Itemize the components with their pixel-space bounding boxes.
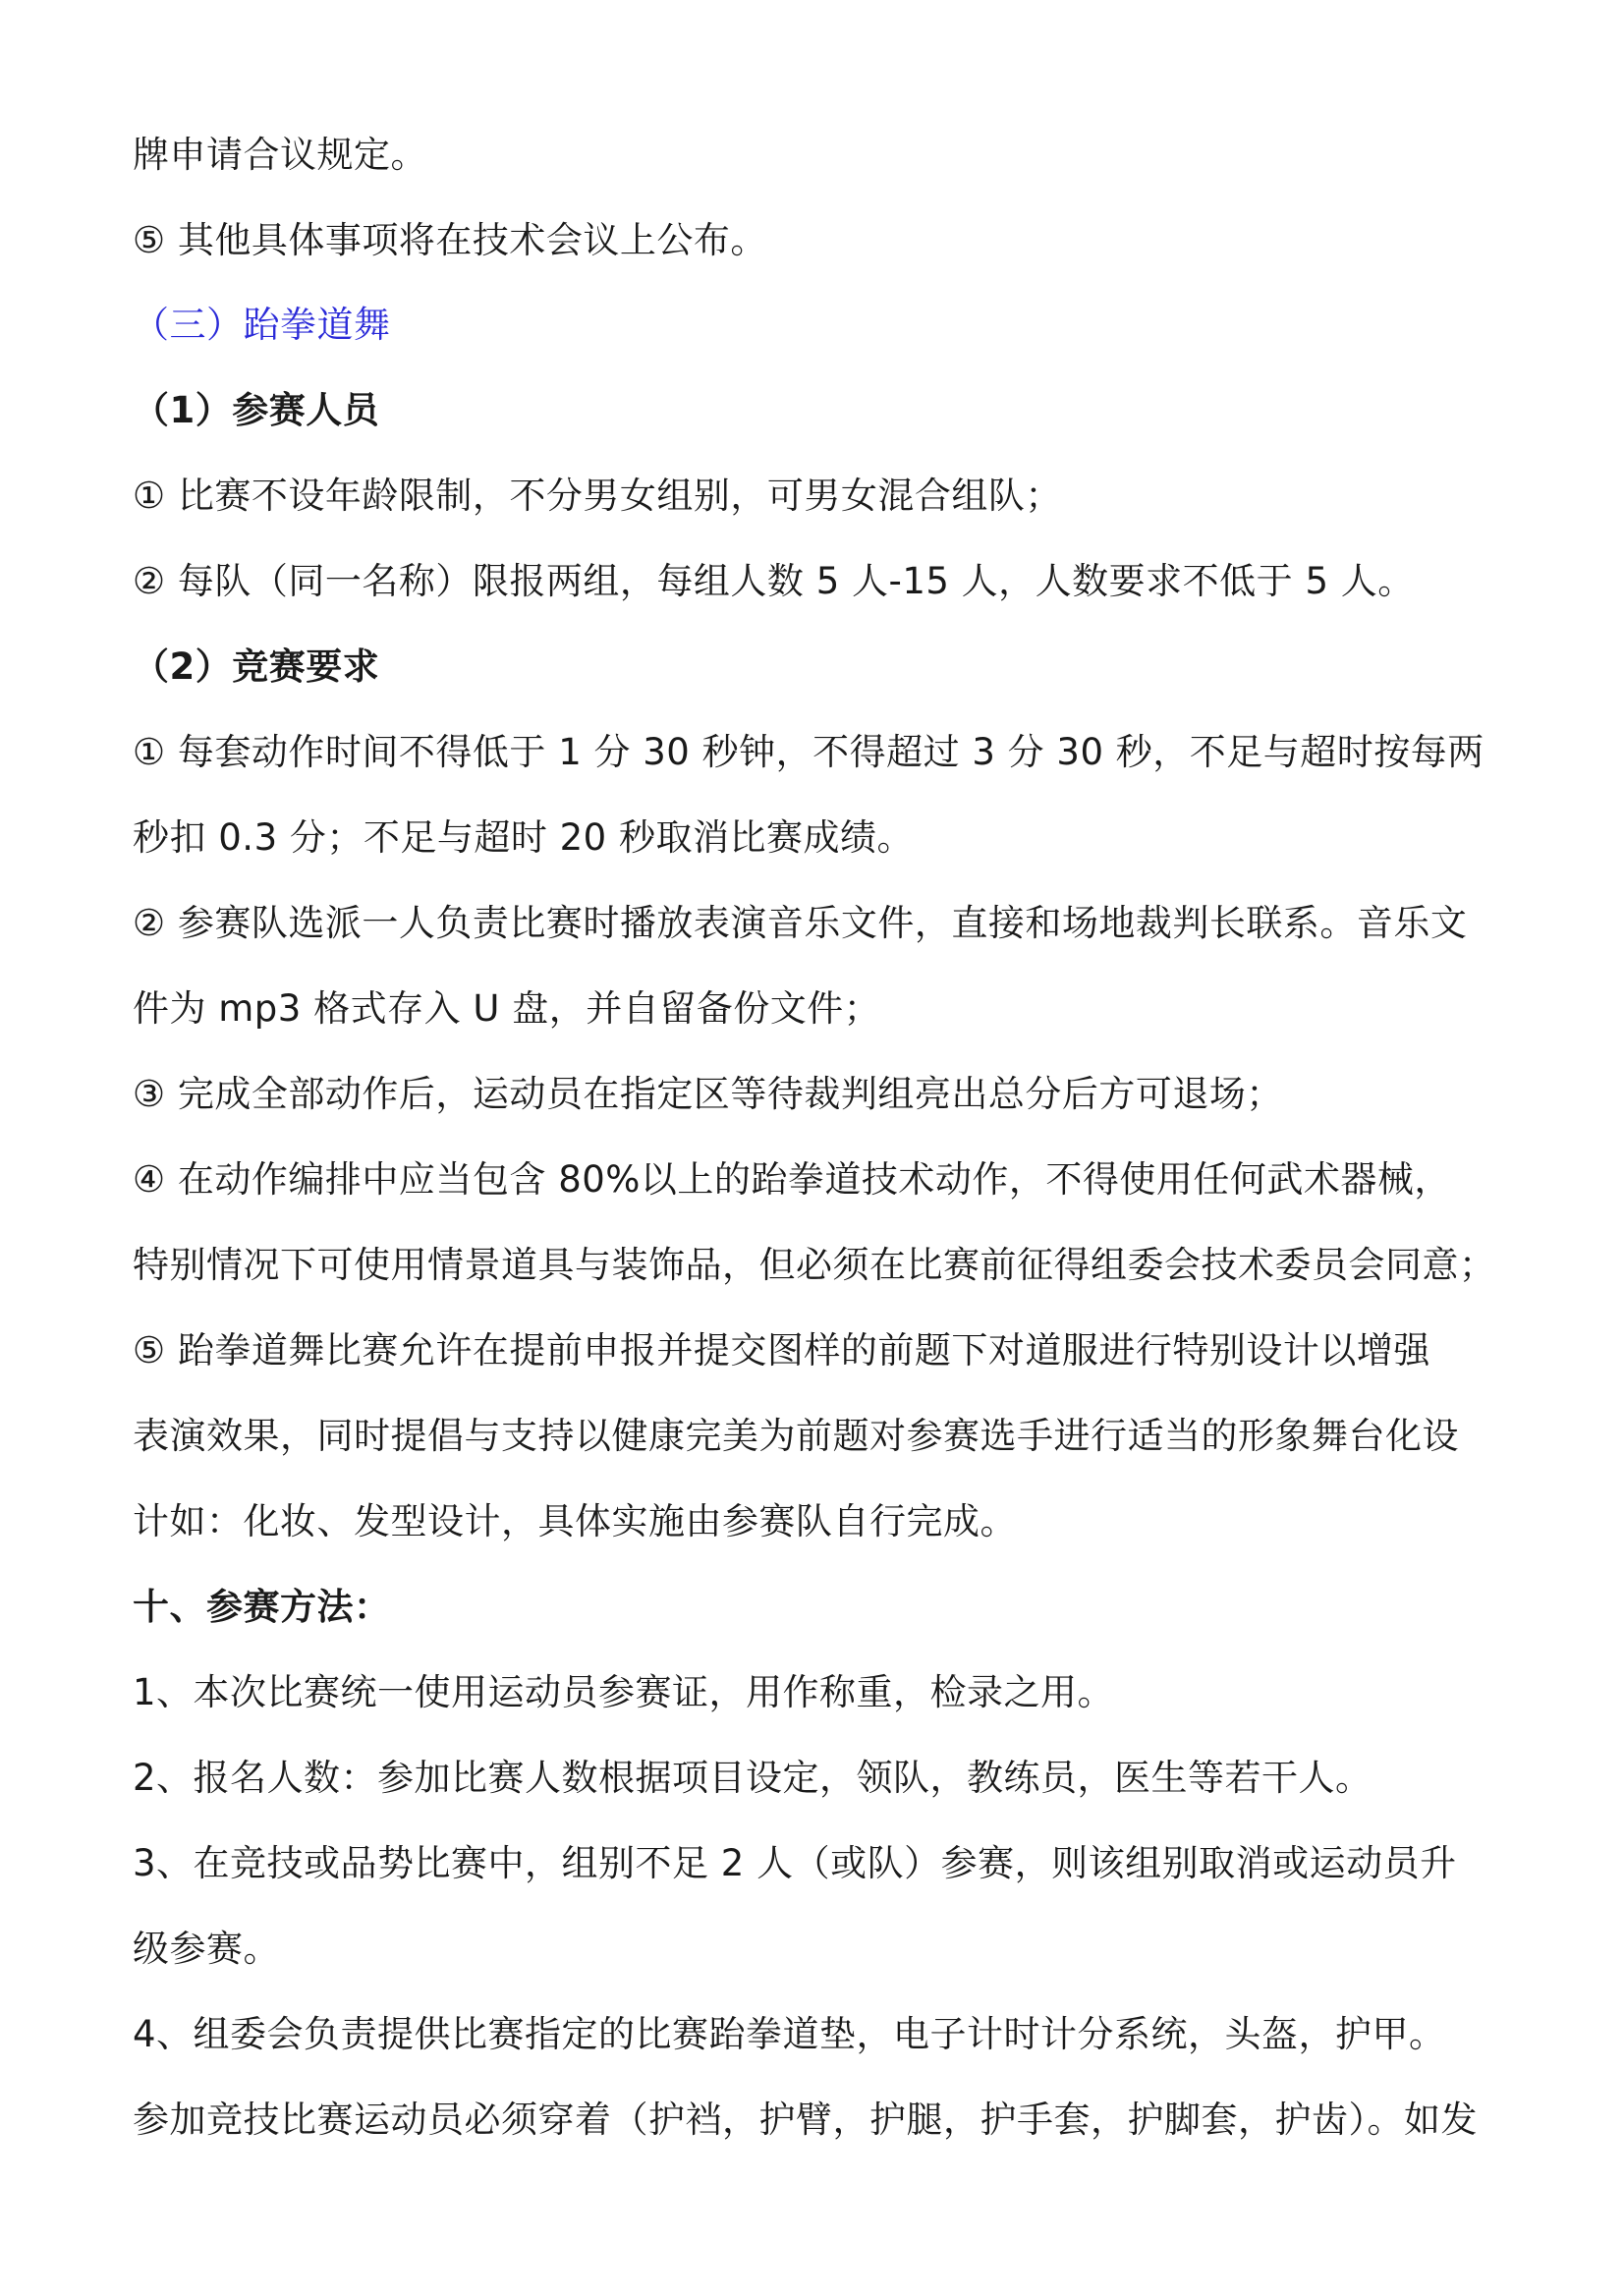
text-line: 特别情况下可使用情景道具与装饰品，但必须在比赛前征得组委会技术委员会同意；	[133, 1244, 1496, 1286]
text-line: 秒扣 0.3 分；不足与超时 20 秒取消比赛成绩。	[133, 816, 914, 859]
subsection-heading: （1）参赛人员	[133, 389, 380, 431]
text-line: 参加竞技比赛运动员必须穿着（护裆，护臂，护腿，护手套，护脚套，护齿）。如发	[133, 2099, 1478, 2141]
text-line: ⑤ 跆拳道舞比赛允许在提前申报并提交图样的前题下对道服进行特别设计以增强	[133, 1329, 1430, 1372]
text-line: ② 参赛队选派一人负责比赛时播放表演音乐文件，直接和场地裁判长联系。音乐文	[133, 902, 1468, 944]
text-line: 4、组委会负责提供比赛指定的比赛跆拳道垫，电子计时计分系统，头盔，护甲。	[133, 2013, 1446, 2055]
text-line: ① 每套动作时间不得低于 1 分 30 秒钟，不得超过 3 分 30 秒，不足与超时按每两	[133, 731, 1484, 773]
text-line: 1、本次比赛统一使用运动员参赛证，用作称重，检录之用。	[133, 1671, 1115, 1713]
text-line: 2、报名人数：参加比赛人数根据项目设定，领队，教练员，医生等若干人。	[133, 1757, 1372, 1799]
text-line: 计如：化妆、发型设计，具体实施由参赛队自行完成。	[133, 1500, 1017, 1542]
section-heading: （三）跆拳道舞	[133, 304, 391, 346]
text-line: ③ 完成全部动作后，运动员在指定区等待裁判组亮出总分后方可退场；	[133, 1073, 1283, 1115]
subsection-heading: （2）竞赛要求	[133, 645, 380, 688]
text-line: ⑤ 其他具体事项将在技术会议上公布。	[133, 219, 767, 261]
text-line: ② 每队（同一名称）限报两组，每组人数 5 人-15 人，人数要求不低于 5 人。	[133, 560, 1415, 602]
text-line: 级参赛。	[133, 1928, 280, 1970]
text-line: 牌申请合议规定。	[133, 134, 427, 176]
text-line: 3、在竞技或品势比赛中，组别不足 2 人（或队）参赛，则该组别取消或运动员升	[133, 1842, 1457, 1884]
section-heading: 十、参赛方法：	[133, 1586, 391, 1628]
text-line: ① 比赛不设年龄限制，不分男女组别，可男女混合组队；	[133, 475, 1062, 517]
text-line: 表演效果，同时提倡与支持以健康完美为前题对参赛选手进行适当的形象舞台化设	[133, 1415, 1459, 1457]
text-line: ④ 在动作编排中应当包含 80%以上的跆拳道技术动作，不得使用任何武术器械，	[133, 1158, 1451, 1201]
text-line: 件为 mp3 格式存入 U 盘，并自留备份文件；	[133, 987, 881, 1030]
